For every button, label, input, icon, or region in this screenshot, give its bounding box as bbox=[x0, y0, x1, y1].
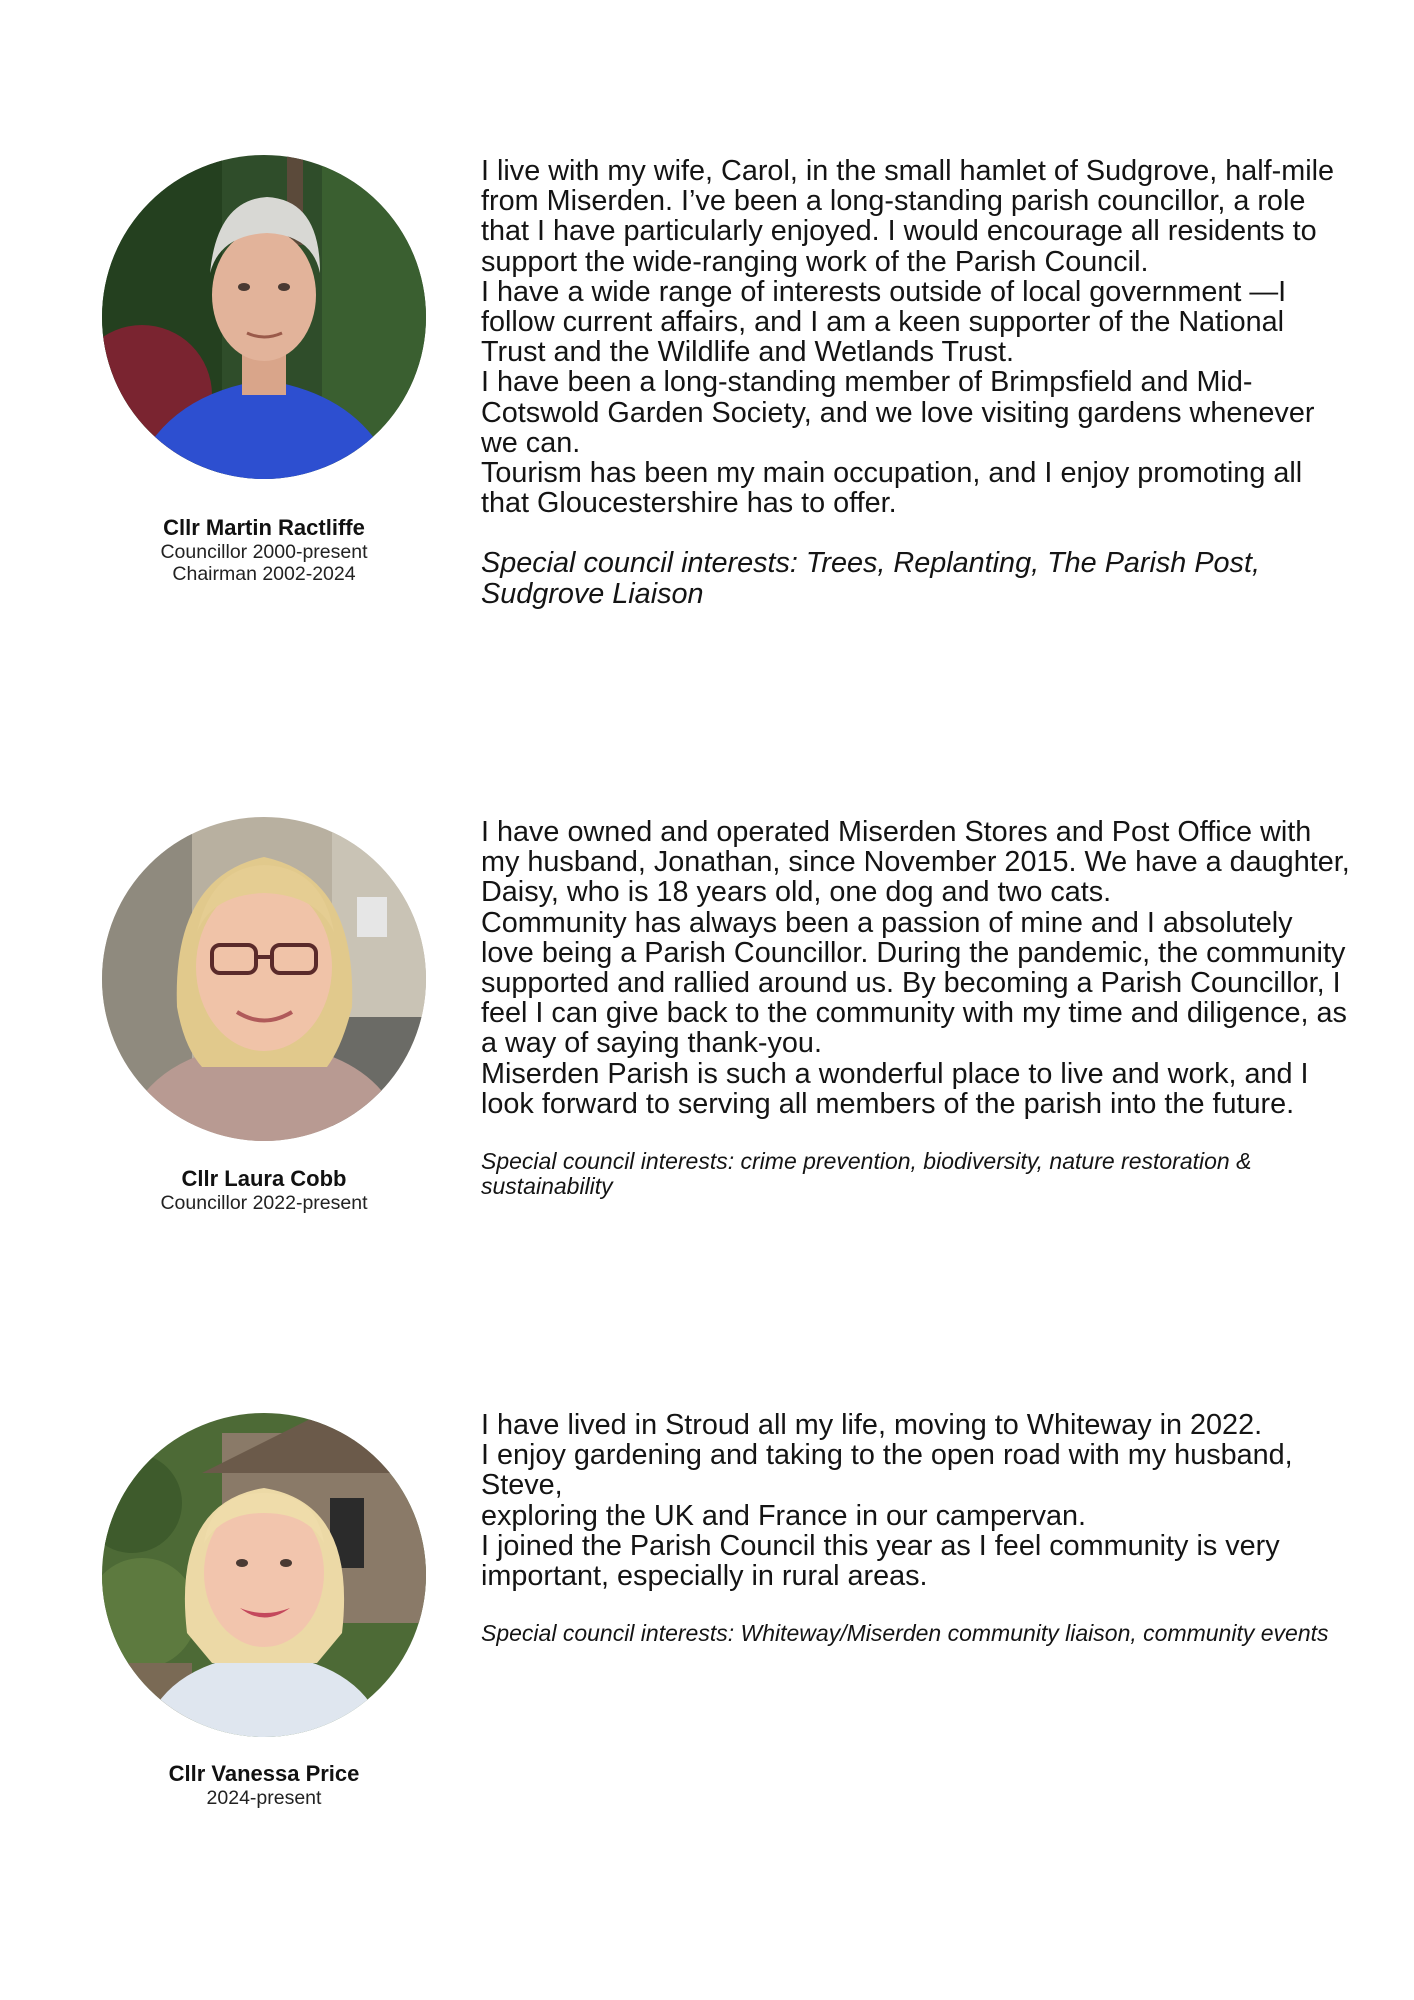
councillor-name: Cllr Laura Cobb bbox=[181, 1166, 347, 1191]
portrait-photo-martin bbox=[102, 155, 426, 479]
bio-paragraph: Community has always been a passion of mine and I absolutely love being a Parish Councillor. During the pandemic, the community supported and rallied around us. By becoming a Parish Councillor, I feel I can give back to the community with my time and diligence, as a way of saying thank-you. bbox=[481, 906, 1347, 1060]
portrait-photo-vanessa bbox=[102, 1413, 426, 1737]
councillor-name: Cllr Vanessa Price bbox=[168, 1761, 360, 1786]
councillor-caption bbox=[104, 1166, 424, 1214]
portrait-photo-image bbox=[102, 817, 426, 1141]
councillor-role: 2024-present bbox=[206, 1787, 322, 1809]
councillor-bio bbox=[481, 156, 1351, 609]
bio-paragraph: Miserden Parish is such a wonderful place to live and work, and I look forward to serving all members of the parish into the future. bbox=[481, 1057, 1309, 1120]
bio-paragraph: I have owned and operated Miserden Stores and Post Office with my husband, Jonathan, since November 2015. We have a daughter, Daisy, who is 18 years old, one dog and two cats. bbox=[481, 816, 1350, 909]
councillor-caption bbox=[104, 515, 424, 585]
portrait-photo-laura bbox=[102, 817, 426, 1141]
special-interests: Special council interests: crime prevention, biodiversity, nature restoration & sustainability bbox=[481, 1148, 1252, 1199]
councillor-bio bbox=[481, 1410, 1351, 1646]
councillor-name: Cllr Martin Ractliffe bbox=[163, 515, 365, 540]
portrait-photo-image bbox=[102, 1413, 426, 1737]
bio-paragraph: exploring the UK and France in our campervan. bbox=[481, 1499, 1087, 1532]
bio-paragraph: I have been a long-standing member of Brimpsfield and Mid-Cotswold Garden Society, and we love visiting gardens whenever we can. bbox=[481, 366, 1315, 459]
councillor-role: Councillor 2000-present bbox=[160, 541, 368, 563]
councillor-bio bbox=[481, 817, 1351, 1198]
bio-paragraph: I enjoy gardening and taking to the open road with my husband, Steve, bbox=[481, 1439, 1293, 1502]
bio-paragraph: I have a wide range of interests outside of local government —I follow current affairs, and I am a keen supporter of the National Trust and the Wildlife and Wetlands Trust. bbox=[481, 275, 1287, 369]
special-interests: Special council interests: Trees, Replanting, The Parish Post, Sudgrove Liaison bbox=[481, 547, 1260, 610]
councillor-caption bbox=[104, 1761, 424, 1809]
bio-paragraph: I joined the Parish Council this year as I feel community is very important, especially in rural areas. bbox=[481, 1529, 1280, 1593]
special-interests: Special council interests: Whiteway/Miserden community liaison, community events bbox=[481, 1620, 1329, 1647]
bio-paragraph: Tourism has been my main occupation, and I enjoy promoting all that Gloucestershire has to offer. bbox=[481, 457, 1303, 520]
bio-paragraph: I live with my wife, Carol, in the small hamlet of Sudgrove, half-mile from Miserden. I’ve been a long-standing parish councillor, a role that I have particularly enjoyed. I would encourage all residents to support the wide-ranging work of the Parish Council. bbox=[481, 155, 1335, 278]
portrait-photo-image bbox=[102, 155, 426, 479]
bio-paragraph: I have lived in Stroud all my life, moving to Whiteway in 2022. bbox=[481, 1409, 1263, 1441]
councillor-role: Chairman 2002-2024 bbox=[172, 563, 356, 585]
councillor-role: Councillor 2022-present bbox=[160, 1192, 368, 1214]
